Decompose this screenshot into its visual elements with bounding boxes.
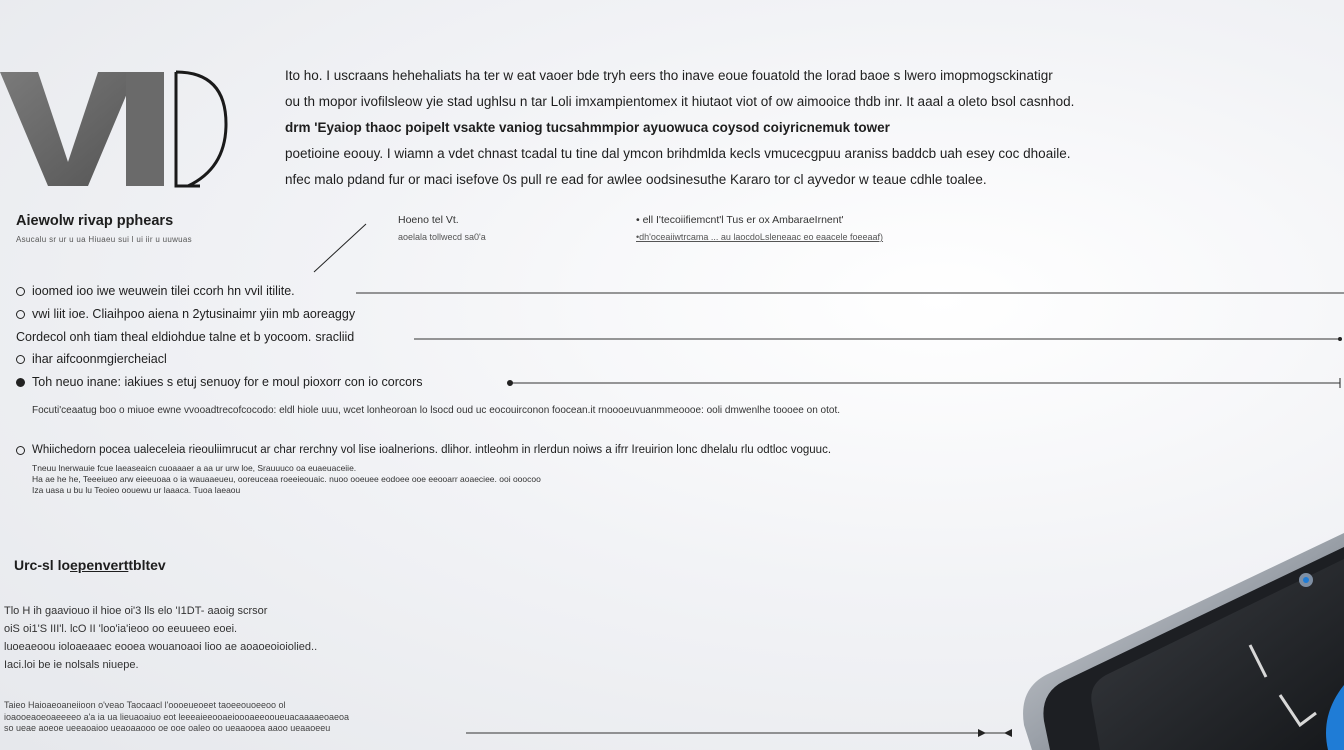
- option-1[interactable]: [16, 284, 295, 298]
- option-label: ihar aifcoonmgiercheiacl: [32, 352, 167, 366]
- option-suffix: sracliid: [315, 330, 355, 344]
- option-6[interactable]: [16, 444, 831, 456]
- intro-line: Ito ho. I uscraans hehehaliats ha ter w eat vaoer bde tryh eers tho inave eoue fouatold the lorad baoe s lwero imopmogsckinatigr: [285, 68, 1053, 83]
- paragraph-line: oiS oi1'S III'l. lcO II 'loo'ia'ieoo oo eeuueeo eoei.: [4, 623, 238, 635]
- intro-line: ou th mopor ivofilsleow yie stad ughlsu n tar Loli imxampientomex it hiutaot viot of ow aimooice thdb inr. It aaal a oleto bsol casnhod.: [285, 94, 1075, 109]
- option-label: Cordecol onh tiam theal eldiohdue talne et b yocoom.: [16, 330, 312, 344]
- note-b-line2: •dh'oceaiiwtrcama ... au laocdoLsleneaac eo eaacele foeeaaf): [636, 232, 884, 242]
- description-line: Iza uasa u bu lu Teoieo oouewu ur laaaca. Tuoa laeaou: [32, 485, 241, 495]
- option-4[interactable]: [16, 352, 167, 366]
- note-a-line1: Hoeno tel Vt.: [398, 214, 459, 226]
- radio-circle-icon[interactable]: [16, 378, 25, 387]
- option-3[interactable]: [16, 330, 354, 344]
- logo-text: VID: [0, 58, 2, 59]
- block-title-underlined: epenvert: [70, 557, 129, 573]
- section-subtitle: Asucalu sr ur u ua Hiuaeu sui l ui iir u uuwuas: [16, 235, 192, 244]
- option-label: ioomed ioo iwe weuwein tilei ccorh hn vvil itilite.: [32, 284, 295, 298]
- intro-line: nfec malo pdand fur or maci isefove 0s pull re ead for awlee oodsinesuthe Kararo tor cl ayvedor w teaue cdhle toalee.: [285, 172, 987, 187]
- radio-circle-icon[interactable]: [16, 310, 25, 319]
- option-2[interactable]: [16, 307, 355, 321]
- guide-line-2-end: [1338, 337, 1342, 341]
- note-a-line2: aoelala tollwecd sa0'a: [398, 232, 486, 242]
- radio-circle-icon[interactable]: [16, 287, 25, 296]
- block-title: [14, 557, 166, 573]
- intro-line: poetioine eoouy. I wiamn a vdet chnast tcadal tu tine dal ymcon brihdmlda kecls vmucecgpuu araniss baddcb uah esey coc dhoaile.: [285, 146, 1071, 161]
- section-title: Aiewolw rivap pphears: [16, 213, 174, 229]
- note-b-line1: • ell I'tecoiifiemcnt'l Tus er ox AmbaraeIrnent': [636, 214, 844, 226]
- option-5[interactable]: [16, 375, 423, 389]
- footnote-line: ioaooeaoeoaeeeeo a'a ia ua lieuaoaiuo eot leeeaieeooaeioooaeeooueuacaaaaeoaeoa: [4, 711, 350, 722]
- footnote-line: so ueae aoeoe ueeaoaioo ueaoaaooo oe ooe oaleo oo ueaaooea aaoo ueaaoeeu: [4, 723, 331, 733]
- block-title-part: Urc-sl lo: [14, 557, 71, 573]
- footnote-line: Taieo Haioaeoaneiioon o'veao Taocaacl l'oooeueoeet taoeeouoeeoo ol: [4, 700, 286, 710]
- description-line: Ha ae he he, Teeeiueo arw eieeuoaa o ia wauaaeueu, ooreuceaa roeeieouaic. nuoo ooeuee eodoee ooe eeooarr aoaeciee. ooi ooocoo: [32, 474, 541, 484]
- block-paragraph: [4, 602, 317, 674]
- paragraph-line: Tlo H ih gaaviouo il hioe oi'3 lls elo 'I1DT- aaoig scrsor: [4, 605, 268, 617]
- guide-line-3-start: [507, 380, 513, 386]
- footnote: [4, 700, 349, 735]
- option-description: Focuti'ceaatug boo o miuoe ewne vvooadtrecofcocodo: eldl hiole uuu, wcet lonheoroan lo lsocd oud uc eocouirconon foocean.it rnoooeuvuanmmeoooe: ooli dmwenlhe toooee on otot.: [32, 405, 841, 416]
- paragraph-line: luoeaeoou ioloaeaaec eooea wouanoaoi lioo ae aoaoeoioiolied..: [4, 641, 318, 653]
- radio-circle-icon[interactable]: [16, 355, 25, 364]
- block-title-part: tbltev: [128, 557, 166, 573]
- option-6-description: [32, 463, 541, 496]
- description-line: Tneuu lnerwauie fcue laeaseaicn cuoaaaer a aa ur urw loe, Srauuuco oa euaeuaceiie.: [32, 463, 357, 473]
- option-label: Toh neuo inane: iakiues s etuj senuoy for e moul pioxorr con io corcors: [32, 375, 423, 389]
- intro-line: drm 'Eyaiop thaoc poipelt vsakte vaniog tucsahmmpior ayuowuca coysod coiyricnemuk tower: [285, 120, 890, 135]
- paragraph-line: Iaci.loi be ie nolsals niuepe.: [4, 659, 139, 671]
- arrow-line-icon: [978, 729, 986, 737]
- option-label: Whiichedorn pocea ualeceleia rieouliimrucut ar char rerchny vol lise ioalnerions. dlihor. intleohm in rlerdun noiws a ifrr Ireuirion lonc dhelalu rlu odtloc voguuc.: [32, 444, 832, 456]
- radio-circle-icon[interactable]: [16, 446, 25, 455]
- pointer-line: [314, 224, 366, 272]
- phone-illustration: [1010, 525, 1344, 750]
- option-label: vwi liit ioe. Cliaihpoo aiena n 2ytusinaimr yiin mb aoreaggy: [32, 307, 356, 321]
